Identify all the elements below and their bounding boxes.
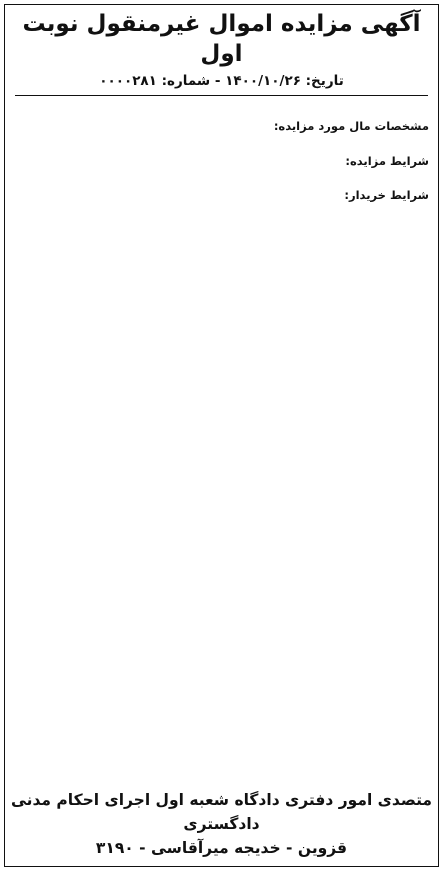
- intro-paragraph: [14, 100, 429, 116]
- property-heading: مشخصات مال مورد مزایده:: [273, 118, 429, 133]
- signature-line-1: متصدی امور دفتری دادگاه شعبه اول اجرای احکام مدنی دادگستری: [10, 791, 433, 833]
- auction-notice: [4, 4, 439, 867]
- buyer-conditions-heading: شرایط خریدار:: [344, 188, 429, 203]
- signature-block: [5, 788, 438, 860]
- property-paragraph: [14, 135, 429, 151]
- buyer-conditions-paragraph: [14, 204, 429, 220]
- auction-conditions-paragraph: [14, 170, 429, 186]
- notice-date-number: تاریخ: ۱۴۰۰/۱۰/۲۶ - شماره: ۰۰۰۰۲۸۱: [15, 69, 428, 96]
- notice-title: آگهی مزایده اموال غیرمنقول نوبت اول: [22, 11, 421, 67]
- auction-conditions-heading: شرایط مزایده:: [345, 153, 429, 168]
- signature-line-2: قزوین - خدیجه میرآقاسی - ۳۱۹۰: [95, 839, 348, 857]
- notice-body: [5, 96, 438, 220]
